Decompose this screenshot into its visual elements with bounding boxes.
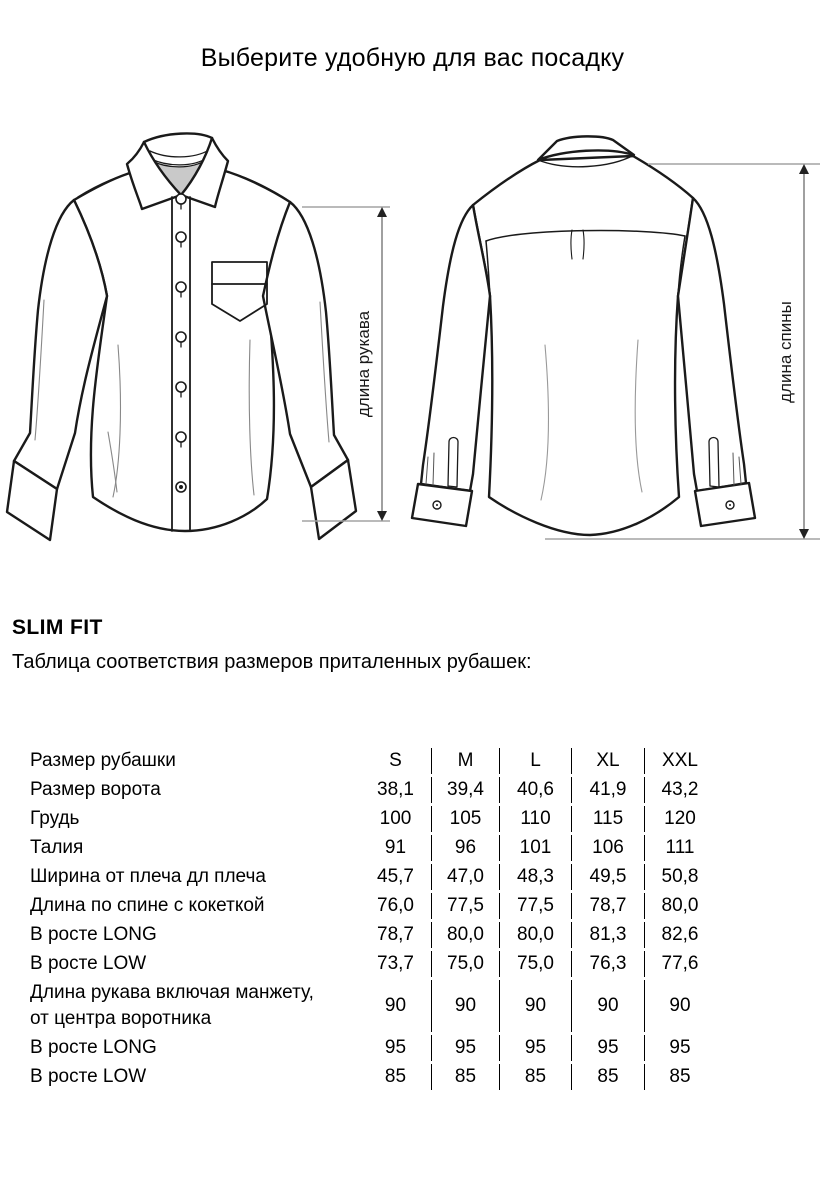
size-table-row [30, 893, 715, 919]
front-right-sleeve [263, 202, 348, 487]
back-left-cuff [412, 484, 472, 526]
size-table-row [30, 922, 715, 948]
size-value-cell: 90 [669, 995, 691, 1016]
size-value-cell: 90 [432, 980, 500, 1032]
size-value-cell: 75,0 [500, 951, 572, 977]
size-table-row [30, 835, 715, 861]
size-value-cell: 96 [432, 835, 500, 861]
size-value-cell: 38,1 [360, 777, 432, 803]
row-label: В росте LONG [30, 924, 157, 945]
size-value-cell: 39,4 [432, 777, 500, 803]
size-value-cell: 80,0 [661, 895, 699, 916]
size-table-row [30, 864, 715, 890]
size-value-cell: 95 [572, 1035, 645, 1061]
size-value-cell: 90 [572, 980, 645, 1032]
size-value-cell: 115 [572, 806, 645, 832]
size-table-body [30, 748, 715, 1090]
size-value-cell: 110 [500, 806, 572, 832]
size-table [30, 745, 715, 1093]
size-value-cell: 100 [360, 806, 432, 832]
front-collar-top-band [144, 133, 212, 142]
page-title: Выберите удобную для вас посадку [200, 44, 625, 72]
size-value-cell: 85 [572, 1064, 645, 1090]
size-table-row [30, 777, 715, 803]
size-value-cell: 78,7 [360, 922, 432, 948]
size-value-cell: 101 [500, 835, 572, 861]
row-label: Ширина от плеча дл плеча [30, 866, 266, 887]
back-left-sleeve-placket [448, 438, 458, 488]
row-label: В росте LOW [30, 953, 147, 974]
row-label: Размер ворота [30, 779, 161, 800]
front-torso [74, 170, 290, 531]
size-value-cell: 77,5 [432, 893, 500, 919]
size-column-header: S [360, 748, 432, 774]
size-value-cell: 43,2 [661, 779, 699, 800]
row-label: Талия [30, 837, 84, 858]
row-label: В росте LOW [30, 1066, 147, 1087]
back-shirt-illustration [412, 136, 755, 535]
size-column-header: M [432, 748, 500, 774]
size-value-cell: 95 [360, 1035, 432, 1061]
size-value-cell: 73,7 [360, 951, 432, 977]
size-value-cell: 77,5 [500, 893, 572, 919]
size-value-cell: 41,9 [572, 777, 645, 803]
size-value-cell: 75,0 [432, 951, 500, 977]
size-value-cell: 49,5 [572, 864, 645, 890]
size-value-cell: 85 [669, 1066, 691, 1087]
size-value-cell: 48,3 [500, 864, 572, 890]
size-column-header: XL [572, 748, 645, 774]
sleeve-length-label: длина рукава [354, 310, 373, 418]
size-value-cell: 81,3 [572, 922, 645, 948]
size-table-row [30, 1064, 715, 1090]
row-label: Размер рубашки [30, 750, 176, 771]
sleeve-length-arrowhead-top [377, 207, 387, 217]
size-value-cell: 85 [500, 1064, 572, 1090]
fit-heading: SLIM FIT [12, 616, 103, 639]
back-body [473, 156, 693, 535]
size-value-cell: 120 [664, 808, 696, 829]
sleeve-length-arrowhead-bottom [377, 511, 387, 521]
size-value-cell: 77,6 [661, 953, 699, 974]
size-value-cell: 50,8 [661, 866, 699, 887]
size-value-cell: 95 [669, 1037, 691, 1058]
size-value-cell: 111 [665, 837, 695, 858]
back-right-sleeve-placket [709, 438, 719, 488]
size-value-cell: 105 [432, 806, 500, 832]
size-table-row [30, 1035, 715, 1061]
size-value-cell: 82,6 [661, 924, 699, 945]
size-table-row [30, 806, 715, 832]
size-value-cell: 85 [432, 1064, 500, 1090]
size-value-cell: 40,6 [500, 777, 572, 803]
size-column-header: L [500, 748, 572, 774]
size-table-wrap [30, 745, 715, 1093]
size-value-cell: 45,7 [360, 864, 432, 890]
size-value-cell: 91 [360, 835, 432, 861]
table-caption: Таблица соответствия размеров приталенных рубашек: [12, 651, 532, 673]
size-value-cell: 47,0 [432, 864, 500, 890]
back-length-arrowhead-top [799, 164, 809, 174]
size-value-cell: 85 [360, 1064, 432, 1090]
back-length-arrowhead-bottom [799, 529, 809, 539]
size-column-header: XXL [662, 750, 698, 771]
row-label: Длина рукава включая манжету, от центра воротника [30, 982, 314, 1029]
row-label: В росте LONG [30, 1037, 157, 1058]
size-value-cell: 90 [360, 980, 432, 1032]
size-value-cell: 106 [572, 835, 645, 861]
size-value-cell: 76,0 [360, 893, 432, 919]
row-label: Длина по спине с кокеткой [30, 895, 265, 916]
size-value-cell: 95 [500, 1035, 572, 1061]
size-value-cell: 95 [432, 1035, 500, 1061]
row-label: Грудь [30, 808, 80, 829]
size-value-cell: 80,0 [500, 922, 572, 948]
size-table-row [30, 980, 715, 1032]
size-value-cell: 76,3 [572, 951, 645, 977]
back-length-label: длина спины [776, 301, 795, 403]
size-table-row [30, 951, 715, 977]
front-shirt-illustration [7, 133, 356, 540]
size-value-cell: 78,7 [572, 893, 645, 919]
back-right-cuff [695, 483, 755, 526]
size-value-cell: 80,0 [432, 922, 500, 948]
size-value-cell: 90 [500, 980, 572, 1032]
size-table-header-row [30, 748, 715, 774]
